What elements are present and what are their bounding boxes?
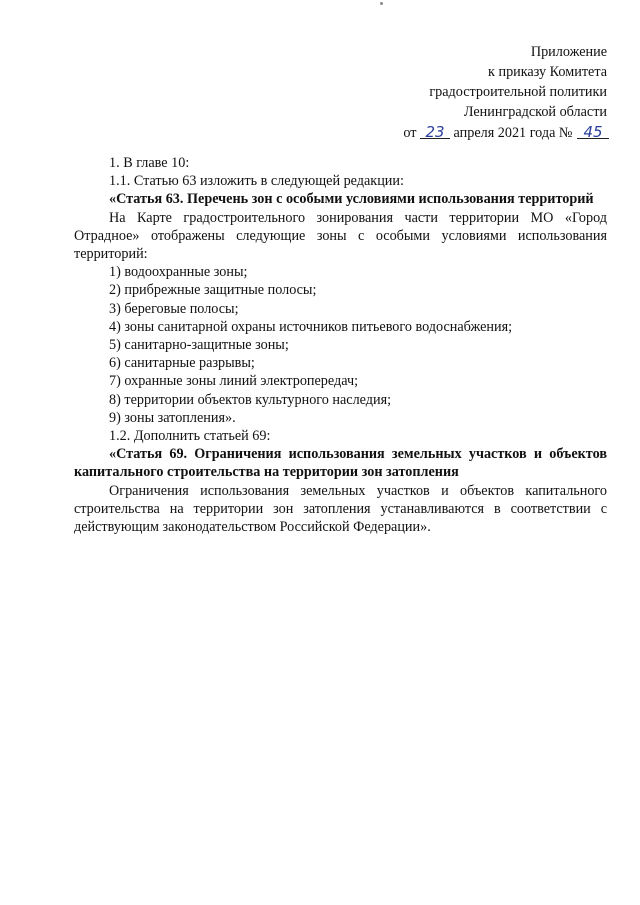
region-name: Ленинградской области (463, 104, 607, 120)
list-item: 5) санитарно-защитные зоны; (109, 337, 289, 354)
list-item: 7) охранные зоны линий электропередач; (109, 373, 359, 390)
article-63-heading: «Статья 63. Перечень зон с особыми условиями использования территорий (109, 191, 594, 208)
handwritten-day: 23 (422, 122, 448, 142)
list-item: 1) водоохранные зоны; (109, 264, 248, 281)
zones-list (74, 263, 607, 427)
article-69-heading: «Статья 69. Ограничения использования земельных участков и объектов капитального строительства на территории зон затопления (74, 446, 607, 481)
amendment-item: 1.1. Статью 63 изложить в следующей редакции: (109, 173, 404, 190)
chapter-item: 1. В главе 10: (109, 155, 190, 171)
list-item: 6) санитарные разрывы; (109, 355, 255, 372)
appendix-title: Приложение (530, 44, 607, 60)
list-item: 8) территории объектов культурного наследия; (109, 391, 392, 408)
document-body (74, 154, 607, 536)
list-item: 2) прибрежные защитные полосы; (109, 282, 317, 299)
order-reference: к приказу Комитета (488, 64, 607, 80)
date-rest: апреля 2021 года № (453, 125, 573, 141)
list-item: 3) береговые полосы; (109, 300, 239, 317)
appendix-header (403, 42, 607, 143)
article-69-text: Ограничения использования земельных участков и объектов капитального строительства на территории зон затопления устанавливаются в соответствии с действующим законодательством Российской Федерации». (74, 482, 607, 536)
list-item: 4) зоны санитарной охраны источников питьевого водоснабжения; (109, 318, 513, 335)
scan-speck (380, 2, 383, 5)
order-date-line (403, 122, 607, 143)
list-item: 9) зоны затопления». (109, 409, 236, 426)
addition-item: 1.2. Дополнить статьей 69: (109, 428, 271, 445)
date-prefix: от (403, 125, 417, 141)
zones-intro: На Карте градостроительного зонирования части территории МО «Город Отрадное» отображены следующие зоны с особыми условиями использования территорий: (74, 209, 607, 263)
committee-name: градостроительной политики (429, 84, 607, 100)
handwritten-order-number: 45 (579, 122, 607, 142)
